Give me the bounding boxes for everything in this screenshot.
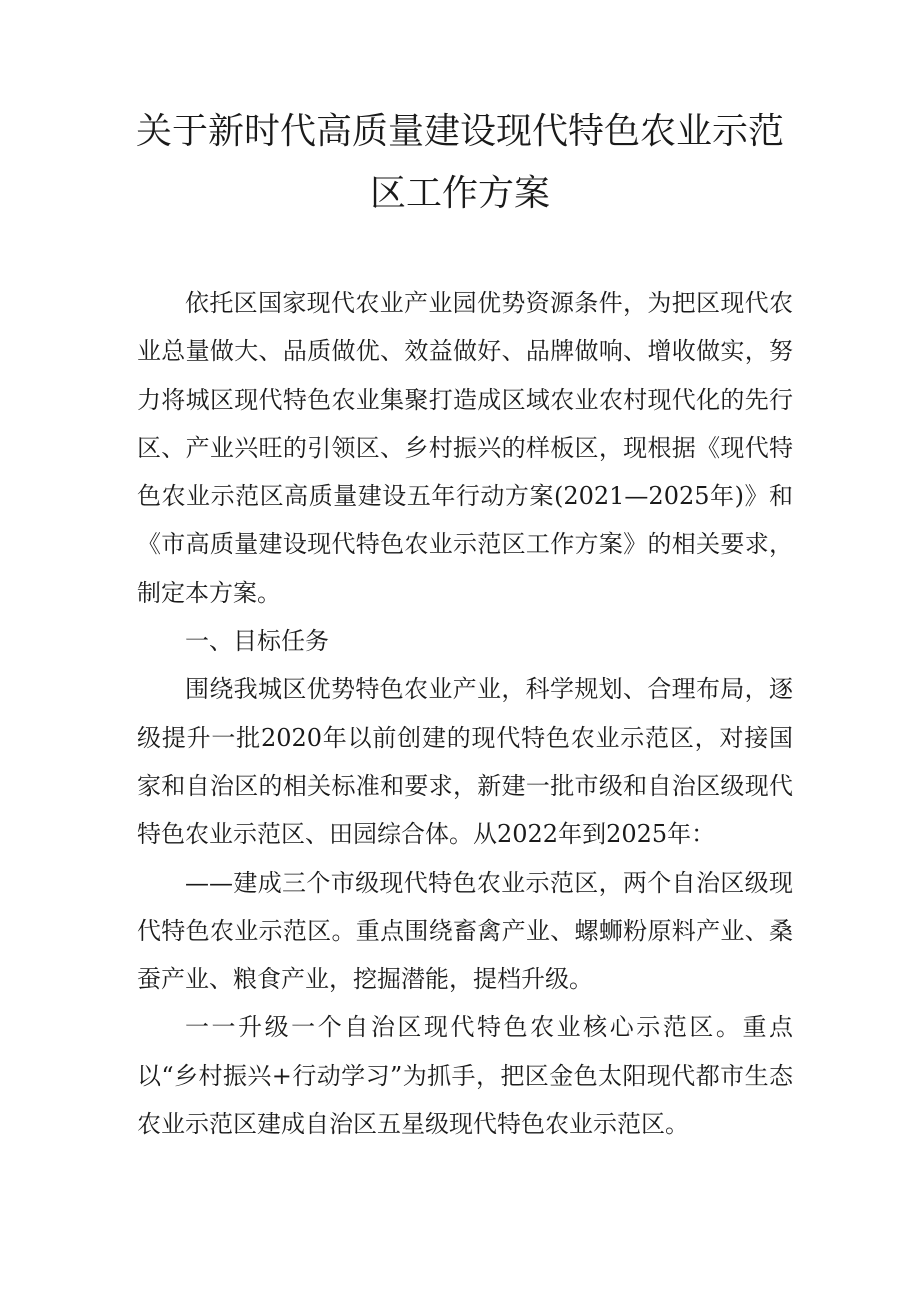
document-title-line-2: 区工作方案: [369, 173, 550, 214]
section-heading-goals: 一、目标任务: [185, 627, 329, 656]
goals-paragraph: 围绕我城区优势特色农业产业，科学规划、合理布局，逐级提升一批2020年以前创建的现代特色农业示范区，对接国家和自治区的相关标准和要求，新建一批市级和自治区级现代特色农业示范区、田园综合体。从2022年到2025年：: [137, 675, 793, 849]
document-body: [137, 279, 793, 1148]
intro-paragraph: 依托区国家现代农业产业园优势资源条件，为把区现代农业总量做大、品质做优、效益做好、品牌做响、增收做实，努力将城区现代特色农业集聚打造成区域农业农村现代化的先行区、产业兴旺的引领区、乡村振兴的样板区，现根据《现代特色农业示范区高质量建设五年行动方案(2021—2025年)》和《市高质量建设现代特色农业示范区工作方案》的相关要求，制定本方案。: [137, 289, 793, 607]
document-title-line-1: 关于新时代高质量建设现代特色农业示范: [135, 111, 784, 152]
goal-item-upgrade: 一一升级一个自治区现代特色农业核心示范区。重点以“乡村振兴+行动学习”为抓手，把区金色太阳现代都市生态农业示范区建成自治区五星级现代特色农业示范区。: [137, 1013, 793, 1139]
goal-item-build: ——建成三个市级现代特色农业示范区，两个自治区级现代特色农业示范区。重点围绕畜禽产业、螺蛳粉原料产业、桑蚕产业、粮食产业，挖掘潜能，提档升级。: [137, 868, 793, 994]
